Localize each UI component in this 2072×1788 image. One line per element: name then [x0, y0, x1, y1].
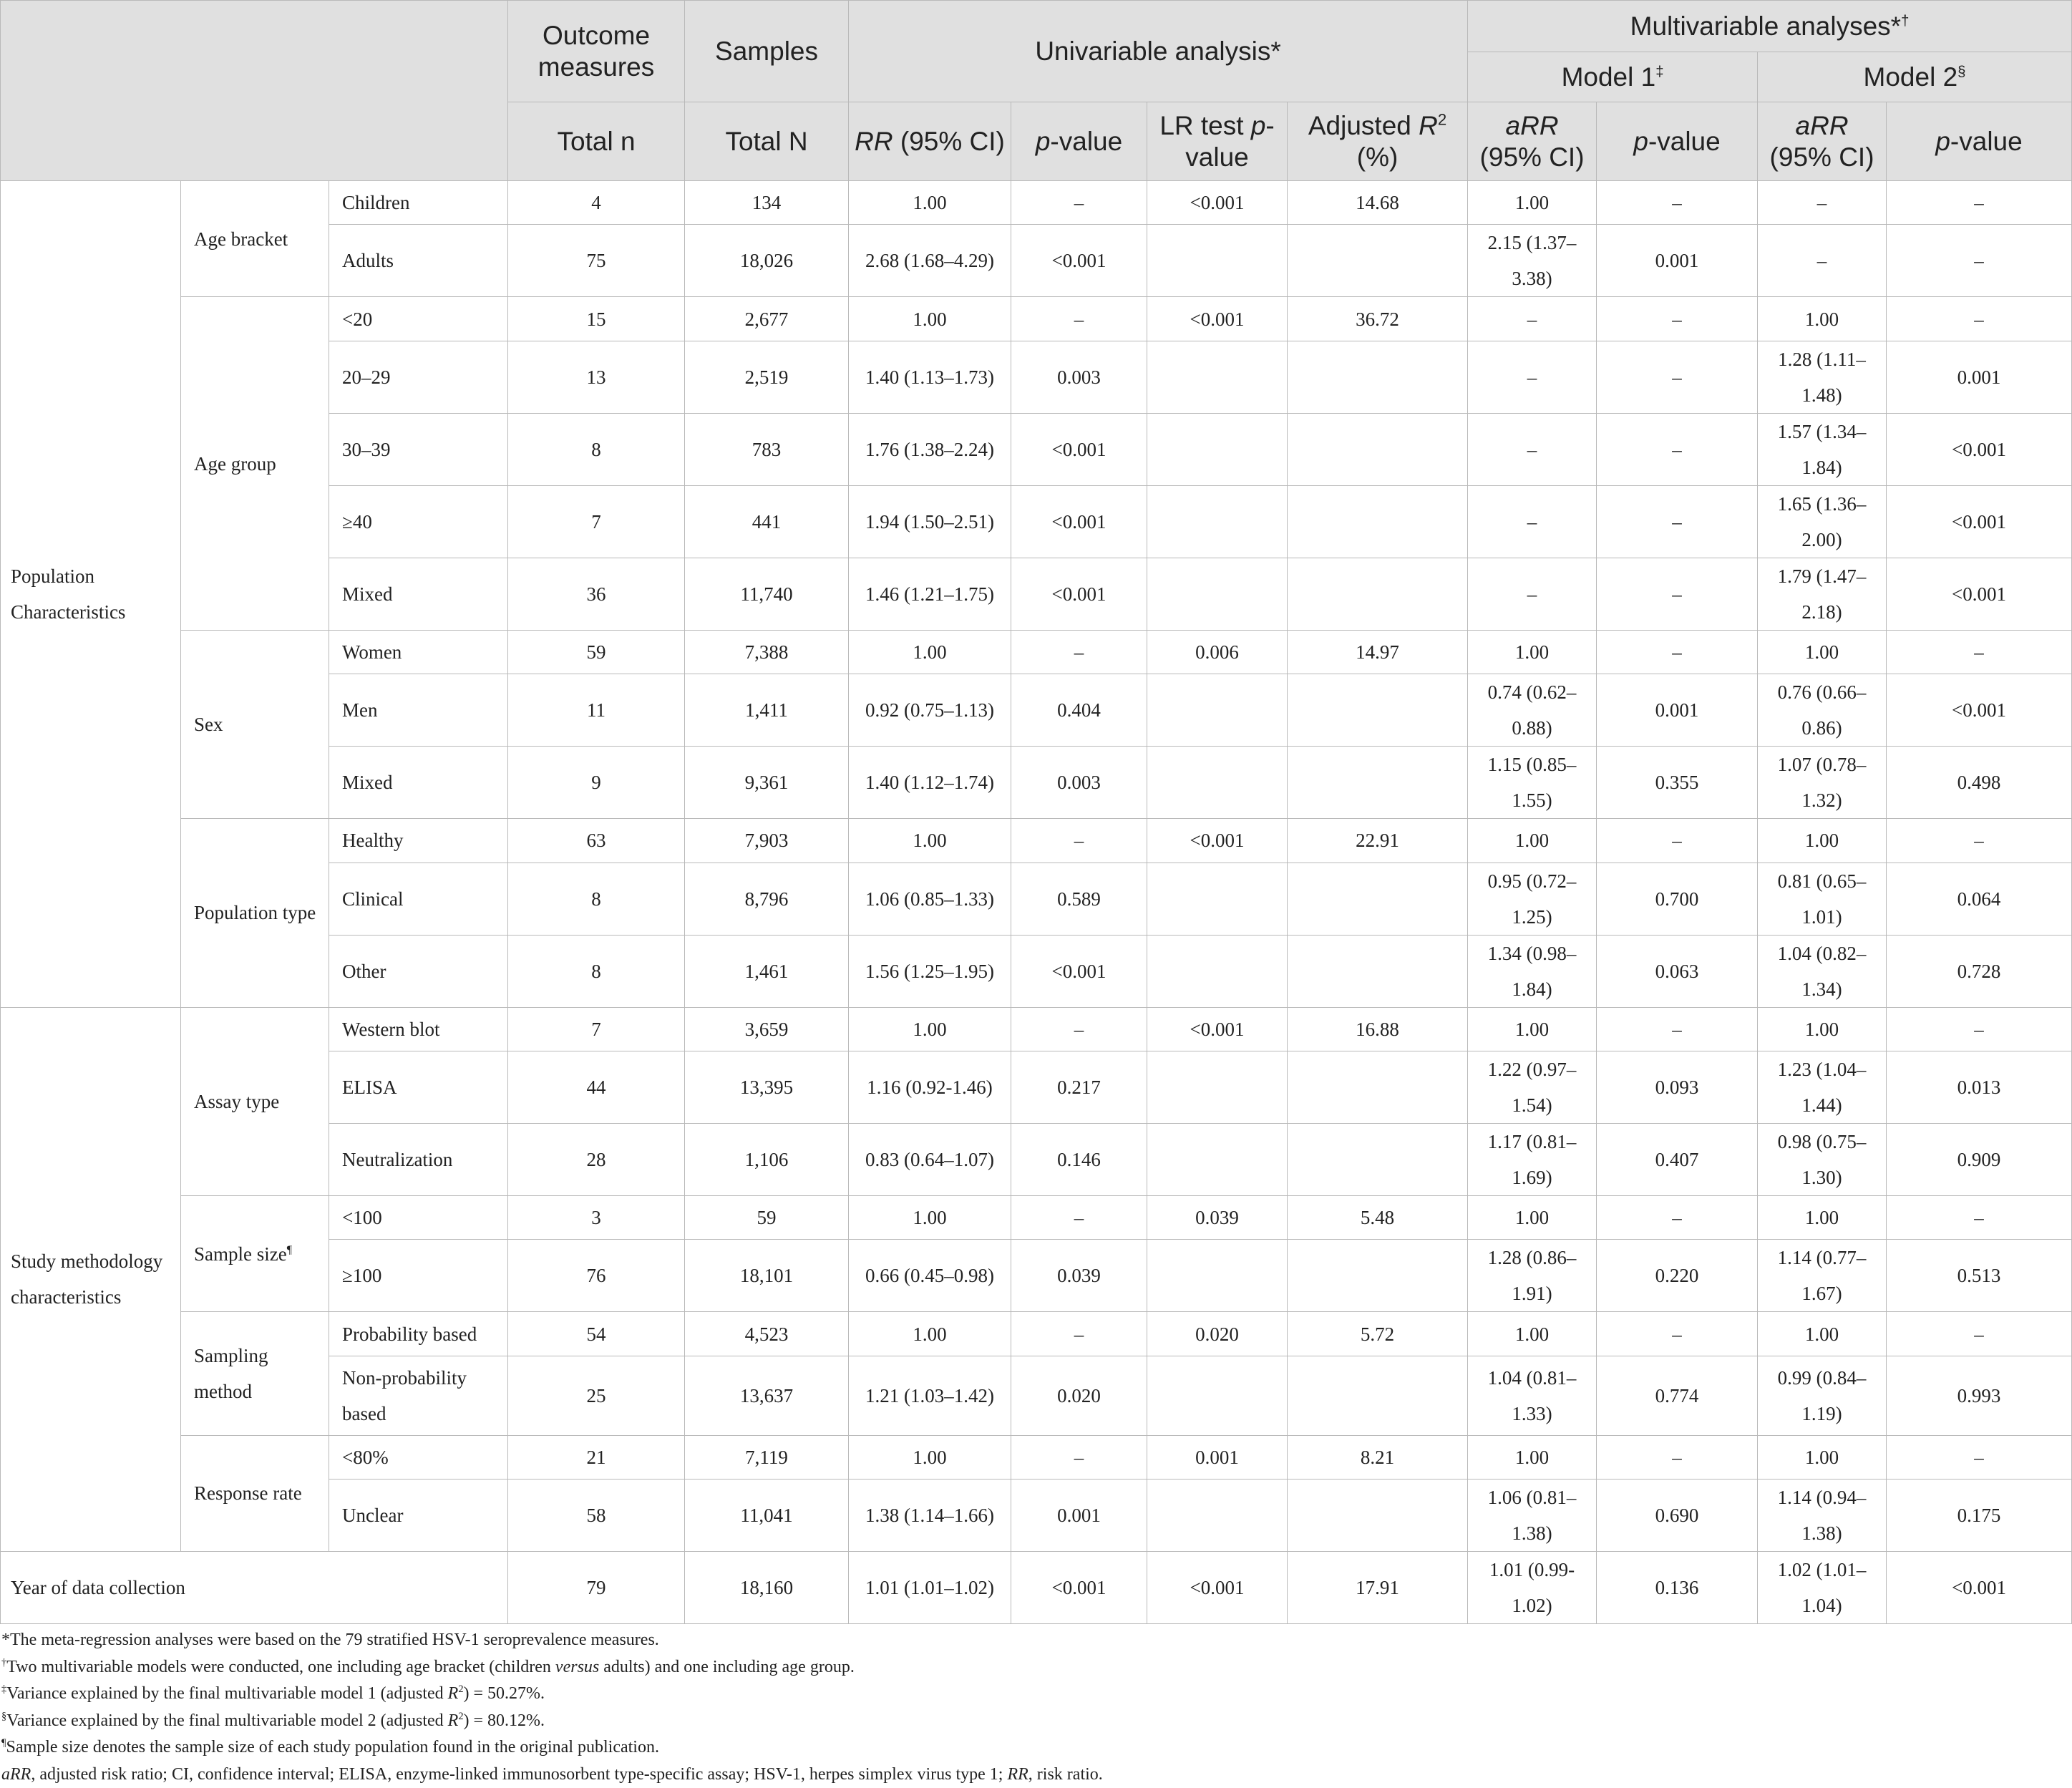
cell-p: <0.001 [1011, 413, 1147, 485]
cell-N: 134 [685, 181, 849, 225]
cell-rr: 1.40 (1.12–1.74) [849, 747, 1011, 819]
cell-p1: – [1597, 1435, 1758, 1479]
cell-n: 28 [508, 1123, 685, 1195]
footnote-5: ¶Sample size denotes the sample size of each study population found in the original publication. [1, 1737, 659, 1757]
cell-p: – [1011, 819, 1147, 863]
cell-arr1: 1.06 (0.81–1.38) [1468, 1480, 1597, 1552]
header-arr-model1: aRR (95% CI) [1468, 102, 1597, 181]
cell-lr [1147, 413, 1288, 485]
cell-p2: – [1887, 630, 2072, 674]
cell-rr: 1.01 (1.01–1.02) [849, 1552, 1011, 1624]
level-label: Adults [329, 225, 508, 297]
cell-lr [1147, 747, 1288, 819]
cell-lr: 0.020 [1147, 1312, 1288, 1356]
cell-p: 0.146 [1011, 1123, 1147, 1195]
cell-N: 7,903 [685, 819, 849, 863]
header-corner [1, 1, 508, 181]
header-p-value-model2: p-value [1887, 102, 2072, 181]
cell-arr1: 1.15 (0.85–1.55) [1468, 747, 1597, 819]
cell-p: – [1011, 1312, 1147, 1356]
footnote-6: aRR, adjusted risk ratio; CI, confidence interval; ELISA, enzyme-linked immunosorbent type-specific assay; HSV-1, herpes simplex virus type 1; RR, risk ratio. [1, 1764, 1103, 1784]
cell-rr: 1.46 (1.21–1.75) [849, 558, 1011, 630]
cell-lr [1147, 863, 1288, 935]
level-label: ≥40 [329, 485, 508, 558]
cell-n: 4 [508, 181, 685, 225]
cell-rr: 1.06 (0.85–1.33) [849, 863, 1011, 935]
level-label: 20–29 [329, 341, 508, 413]
cell-arr1: 1.00 [1468, 181, 1597, 225]
table-row [1, 181, 2072, 225]
cell-n: 13 [508, 341, 685, 413]
cell-p1: 0.063 [1597, 935, 1758, 1007]
cell-rr: 1.00 [849, 1195, 1011, 1239]
cell-arr2: 1.02 (1.01–1.04) [1758, 1552, 1887, 1624]
cell-arr2: 0.76 (0.66–0.86) [1758, 674, 1887, 747]
group-label: Study methodology characteristics [1, 1007, 181, 1552]
level-label: Healthy [329, 819, 508, 863]
cell-r2: 5.72 [1288, 1312, 1468, 1356]
cell-arr1: 1.17 (0.81–1.69) [1468, 1123, 1597, 1195]
header-arr-model2: aRR (95% CI) [1758, 102, 1887, 181]
cell-n: 15 [508, 297, 685, 341]
cell-lr [1147, 674, 1288, 747]
cell-N: 13,395 [685, 1051, 849, 1123]
footnote-2: †Two multivariable models were conducted, one including age bracket (children versus adults) and one including age group. [1, 1656, 855, 1676]
cell-r2: 36.72 [1288, 297, 1468, 341]
cell-rr: 1.00 [849, 181, 1011, 225]
cell-lr: 0.039 [1147, 1195, 1288, 1239]
level-label: Clinical [329, 863, 508, 935]
cell-p1: 0.093 [1597, 1051, 1758, 1123]
level-label: Neutralization [329, 1123, 508, 1195]
cell-arr1: 1.00 [1468, 1312, 1597, 1356]
table-row [1, 819, 2072, 863]
level-label: Other [329, 935, 508, 1007]
cell-lr: <0.001 [1147, 181, 1288, 225]
cell-lr [1147, 1123, 1288, 1195]
cell-p2: <0.001 [1887, 674, 2072, 747]
cell-arr2: 1.00 [1758, 1007, 1887, 1051]
header-p-value-model1: p-value [1597, 102, 1758, 181]
subgroup-label: Response rate [181, 1435, 329, 1551]
cell-arr2: 1.57 (1.34–1.84) [1758, 413, 1887, 485]
cell-N: 441 [685, 485, 849, 558]
cell-arr2: – [1758, 225, 1887, 297]
level-label: Children [329, 181, 508, 225]
header-rr: RR (95% CI) [849, 102, 1011, 181]
cell-r2: 14.68 [1288, 181, 1468, 225]
cell-arr1: – [1468, 558, 1597, 630]
cell-p: 0.020 [1011, 1356, 1147, 1435]
table-body [1, 181, 2072, 1624]
footnotes [0, 1627, 2072, 1788]
cell-lr: <0.001 [1147, 1007, 1288, 1051]
cell-p1: – [1597, 630, 1758, 674]
cell-p: – [1011, 1195, 1147, 1239]
footnote-4: §Variance explained by the final multivariable model 2 (adjusted $R^2) = 80.12\%$. [1, 1710, 545, 1730]
cell-arr1: 0.95 (0.72–1.25) [1468, 863, 1597, 935]
cell-N: 59 [685, 1195, 849, 1239]
cell-rr: 1.21 (1.03–1.42) [849, 1356, 1011, 1435]
cell-lr [1147, 1240, 1288, 1312]
cell-n: 3 [508, 1195, 685, 1239]
cell-p1: 0.690 [1597, 1480, 1758, 1552]
cell-p1: 0.774 [1597, 1356, 1758, 1435]
header-univariable: Univariable analysis* [849, 1, 1468, 102]
cell-arr2: 0.99 (0.84–1.19) [1758, 1356, 1887, 1435]
cell-p2: 0.498 [1887, 747, 2072, 819]
cell-arr1: – [1468, 413, 1597, 485]
cell-r2 [1288, 341, 1468, 413]
cell-p: 0.003 [1011, 341, 1147, 413]
cell-rr: 1.00 [849, 1435, 1011, 1479]
cell-n: 25 [508, 1356, 685, 1435]
cell-p: 0.001 [1011, 1480, 1147, 1552]
cell-rr: 1.00 [849, 630, 1011, 674]
cell-arr1: 2.15 (1.37–3.38) [1468, 225, 1597, 297]
cell-p: 0.039 [1011, 1240, 1147, 1312]
cell-p2: 0.001 [1887, 341, 2072, 413]
subgroup-label: Sample size¶ [181, 1195, 329, 1311]
cell-N: 4,523 [685, 1312, 849, 1356]
cell-n: 79 [508, 1552, 685, 1624]
cell-r2 [1288, 935, 1468, 1007]
cell-p2: – [1887, 1007, 2072, 1051]
footnote-3: ‡Variance explained by the final multivariable model 1 (adjusted $R^2) = 50.27\%$. [1, 1683, 545, 1704]
cell-N: 11,041 [685, 1480, 849, 1552]
header-outcome-measures: Outcome measures [508, 1, 685, 102]
cell-r2: 14.97 [1288, 630, 1468, 674]
cell-p2: – [1887, 1435, 2072, 1479]
table-row [1, 1552, 2072, 1624]
cell-p2: 0.909 [1887, 1123, 2072, 1195]
cell-arr2: 1.28 (1.11–1.48) [1758, 341, 1887, 413]
cell-n: 7 [508, 1007, 685, 1051]
level-label: <100 [329, 1195, 508, 1239]
cell-r2: 16.88 [1288, 1007, 1468, 1051]
cell-arr2: 1.07 (0.78–1.32) [1758, 747, 1887, 819]
cell-arr2: 1.00 [1758, 1312, 1887, 1356]
row-label-year: Year of data collection [1, 1552, 508, 1624]
cell-arr1: 0.74 (0.62–0.88) [1468, 674, 1597, 747]
cell-r2 [1288, 1240, 1468, 1312]
cell-lr [1147, 1480, 1288, 1552]
cell-p1: – [1597, 1007, 1758, 1051]
table-row [1, 297, 2072, 341]
cell-arr1: – [1468, 297, 1597, 341]
level-label: 30–39 [329, 413, 508, 485]
cell-p2: 0.993 [1887, 1356, 2072, 1435]
cell-p1: – [1597, 297, 1758, 341]
cell-N: 1,411 [685, 674, 849, 747]
table-row [1, 1007, 2072, 1051]
cell-arr1: 1.28 (0.86–1.91) [1468, 1240, 1597, 1312]
cell-p1: 0.136 [1597, 1552, 1758, 1624]
group-label: Population Characteristics [1, 181, 181, 1008]
cell-p2: – [1887, 1312, 2072, 1356]
cell-n: 76 [508, 1240, 685, 1312]
cell-p1: 0.001 [1597, 225, 1758, 297]
table-row [1, 1435, 2072, 1479]
cell-n: 8 [508, 413, 685, 485]
cell-p: <0.001 [1011, 225, 1147, 297]
cell-arr1: 1.00 [1468, 1195, 1597, 1239]
cell-rr: 0.92 (0.75–1.13) [849, 674, 1011, 747]
cell-arr2: 0.81 (0.65–1.01) [1758, 863, 1887, 935]
cell-r2: 22.91 [1288, 819, 1468, 863]
cell-arr1: 1.22 (0.97–1.54) [1468, 1051, 1597, 1123]
cell-arr1: 1.04 (0.81–1.33) [1468, 1356, 1597, 1435]
cell-N: 2,519 [685, 341, 849, 413]
cell-arr2: 1.79 (1.47–2.18) [1758, 558, 1887, 630]
cell-N: 8,796 [685, 863, 849, 935]
cell-p1: – [1597, 341, 1758, 413]
cell-arr1: 1.01 (0.99-1.02) [1468, 1552, 1597, 1624]
cell-p1: – [1597, 413, 1758, 485]
cell-p1: – [1597, 819, 1758, 863]
cell-p: – [1011, 181, 1147, 225]
cell-n: 7 [508, 485, 685, 558]
cell-p2: – [1887, 297, 2072, 341]
cell-rr: 1.16 (0.92-1.46) [849, 1051, 1011, 1123]
header-multivariable: Multivariable analyses*† [1468, 1, 2072, 52]
cell-rr: 1.40 (1.13–1.73) [849, 341, 1011, 413]
subgroup-label: Sex [181, 630, 329, 818]
cell-p: – [1011, 630, 1147, 674]
cell-arr2: 1.14 (0.94–1.38) [1758, 1480, 1887, 1552]
cell-n: 36 [508, 558, 685, 630]
cell-lr [1147, 485, 1288, 558]
table-row [1, 1195, 2072, 1239]
cell-r2: 5.48 [1288, 1195, 1468, 1239]
cell-N: 7,119 [685, 1435, 849, 1479]
footnote-1: *The meta-regression analyses were based on the 79 stratified HSV-1 seroprevalence measures. [1, 1631, 659, 1650]
cell-p2: <0.001 [1887, 413, 2072, 485]
cell-n: 54 [508, 1312, 685, 1356]
level-label: Probability based [329, 1312, 508, 1356]
cell-arr2: 1.00 [1758, 630, 1887, 674]
cell-p: 0.404 [1011, 674, 1147, 747]
cell-rr: 0.66 (0.45–0.98) [849, 1240, 1011, 1312]
cell-rr: 2.68 (1.68–4.29) [849, 225, 1011, 297]
cell-r2 [1288, 863, 1468, 935]
cell-lr [1147, 1356, 1288, 1435]
cell-rr: 1.00 [849, 1007, 1011, 1051]
cell-p1: – [1597, 1312, 1758, 1356]
cell-arr2: 1.00 [1758, 1195, 1887, 1239]
cell-r2 [1288, 225, 1468, 297]
cell-p1: – [1597, 1195, 1758, 1239]
cell-arr2: 0.98 (0.75–1.30) [1758, 1123, 1887, 1195]
cell-r2 [1288, 485, 1468, 558]
header-samples: Samples [685, 1, 849, 102]
level-label: Non-probability based [329, 1356, 508, 1435]
cell-p2: – [1887, 225, 2072, 297]
cell-lr: 0.001 [1147, 1435, 1288, 1479]
subgroup-label: Sampling method [181, 1312, 329, 1435]
cell-arr1: – [1468, 485, 1597, 558]
cell-p2: – [1887, 819, 2072, 863]
cell-rr: 1.38 (1.14–1.66) [849, 1480, 1011, 1552]
cell-r2 [1288, 1123, 1468, 1195]
header-p-value: p-value [1011, 102, 1147, 181]
cell-arr1: 1.00 [1468, 819, 1597, 863]
cell-p2: <0.001 [1887, 485, 2072, 558]
cell-arr2: – [1758, 181, 1887, 225]
cell-r2 [1288, 413, 1468, 485]
cell-n: 58 [508, 1480, 685, 1552]
cell-arr1: 1.00 [1468, 1007, 1597, 1051]
cell-lr [1147, 225, 1288, 297]
cell-p2: <0.001 [1887, 1552, 2072, 1624]
cell-N: 9,361 [685, 747, 849, 819]
cell-p2: 0.728 [1887, 935, 2072, 1007]
cell-arr1: 1.00 [1468, 630, 1597, 674]
cell-N: 11,740 [685, 558, 849, 630]
level-label: Western blot [329, 1007, 508, 1051]
level-label: ELISA [329, 1051, 508, 1123]
cell-lr [1147, 341, 1288, 413]
cell-arr2: 1.14 (0.77–1.67) [1758, 1240, 1887, 1312]
cell-n: 44 [508, 1051, 685, 1123]
cell-p1: 0.220 [1597, 1240, 1758, 1312]
subgroup-label: Age bracket [181, 181, 329, 297]
table-row [1, 1312, 2072, 1356]
level-label: ≥100 [329, 1240, 508, 1312]
cell-rr: 1.00 [849, 819, 1011, 863]
table-row [1, 630, 2072, 674]
cell-rr: 1.94 (1.50–2.51) [849, 485, 1011, 558]
cell-rr: 0.83 (0.64–1.07) [849, 1123, 1011, 1195]
cell-p: 0.589 [1011, 863, 1147, 935]
cell-N: 13,637 [685, 1356, 849, 1435]
cell-N: 18,160 [685, 1552, 849, 1624]
cell-rr: 1.56 (1.25–1.95) [849, 935, 1011, 1007]
cell-N: 2,677 [685, 297, 849, 341]
level-label: Women [329, 630, 508, 674]
cell-lr: 0.006 [1147, 630, 1288, 674]
header-adjusted-r2: Adjusted $R^2$ (%) [1288, 102, 1468, 181]
cell-n: 75 [508, 225, 685, 297]
cell-lr: <0.001 [1147, 819, 1288, 863]
cell-r2 [1288, 558, 1468, 630]
cell-N: 1,106 [685, 1123, 849, 1195]
cell-p1: 0.407 [1597, 1123, 1758, 1195]
header-total-n: Total n [508, 102, 685, 181]
cell-arr2: 1.00 [1758, 297, 1887, 341]
cell-n: 8 [508, 863, 685, 935]
cell-arr1: – [1468, 341, 1597, 413]
cell-arr1: 1.34 (0.98–1.84) [1468, 935, 1597, 1007]
level-label: Unclear [329, 1480, 508, 1552]
cell-r2: 8.21 [1288, 1435, 1468, 1479]
cell-lr: <0.001 [1147, 1552, 1288, 1624]
cell-p2: 0.013 [1887, 1051, 2072, 1123]
cell-p: 0.217 [1011, 1051, 1147, 1123]
cell-p: – [1011, 1007, 1147, 1051]
header-lr-test: LR test p-value [1147, 102, 1288, 181]
cell-lr [1147, 1051, 1288, 1123]
cell-n: 9 [508, 747, 685, 819]
level-label: Mixed [329, 558, 508, 630]
cell-arr2: 1.65 (1.36–2.00) [1758, 485, 1887, 558]
cell-lr [1147, 558, 1288, 630]
cell-p: <0.001 [1011, 558, 1147, 630]
cell-p1: – [1597, 558, 1758, 630]
cell-p: – [1011, 297, 1147, 341]
cell-n: 8 [508, 935, 685, 1007]
cell-n: 59 [508, 630, 685, 674]
cell-rr: 1.76 (1.38–2.24) [849, 413, 1011, 485]
cell-p: 0.003 [1011, 747, 1147, 819]
cell-p2: – [1887, 181, 2072, 225]
cell-p2: 0.513 [1887, 1240, 2072, 1312]
level-label: <20 [329, 297, 508, 341]
header-total-N: Total N [685, 102, 849, 181]
cell-lr: <0.001 [1147, 297, 1288, 341]
cell-N: 783 [685, 413, 849, 485]
header-model2: Model 2§ [1758, 52, 2072, 102]
cell-arr1: 1.00 [1468, 1435, 1597, 1479]
header-model1: Model 1‡ [1468, 52, 1758, 102]
subgroup-label: Assay type [181, 1007, 329, 1195]
cell-N: 1,461 [685, 935, 849, 1007]
cell-rr: 1.00 [849, 297, 1011, 341]
cell-p1: – [1597, 485, 1758, 558]
cell-p: <0.001 [1011, 1552, 1147, 1624]
subgroup-label: Population type [181, 819, 329, 1007]
cell-p: <0.001 [1011, 485, 1147, 558]
cell-p: – [1011, 1435, 1147, 1479]
level-label: Men [329, 674, 508, 747]
cell-p2: <0.001 [1887, 558, 2072, 630]
subgroup-label: Age group [181, 297, 329, 630]
cell-r2: 17.91 [1288, 1552, 1468, 1624]
cell-N: 18,101 [685, 1240, 849, 1312]
cell-N: 7,388 [685, 630, 849, 674]
level-label: <80% [329, 1435, 508, 1479]
cell-p1: 0.355 [1597, 747, 1758, 819]
cell-n: 21 [508, 1435, 685, 1479]
cell-p1: – [1597, 181, 1758, 225]
cell-N: 3,659 [685, 1007, 849, 1051]
cell-p2: 0.175 [1887, 1480, 2072, 1552]
cell-arr2: 1.00 [1758, 1435, 1887, 1479]
cell-N: 18,026 [685, 225, 849, 297]
cell-p1: 0.001 [1597, 674, 1758, 747]
cell-arr2: 1.23 (1.04–1.44) [1758, 1051, 1887, 1123]
cell-arr2: 1.00 [1758, 819, 1887, 863]
cell-r2 [1288, 747, 1468, 819]
cell-n: 63 [508, 819, 685, 863]
cell-r2 [1288, 674, 1468, 747]
cell-p2: 0.064 [1887, 863, 2072, 935]
cell-p: <0.001 [1011, 935, 1147, 1007]
cell-lr [1147, 935, 1288, 1007]
cell-p1: 0.700 [1597, 863, 1758, 935]
cell-arr2: 1.04 (0.82–1.34) [1758, 935, 1887, 1007]
cell-rr: 1.00 [849, 1312, 1011, 1356]
cell-r2 [1288, 1356, 1468, 1435]
cell-n: 11 [508, 674, 685, 747]
level-label: Mixed [329, 747, 508, 819]
cell-r2 [1288, 1051, 1468, 1123]
cell-r2 [1288, 1480, 1468, 1552]
cell-p2: – [1887, 1195, 2072, 1239]
